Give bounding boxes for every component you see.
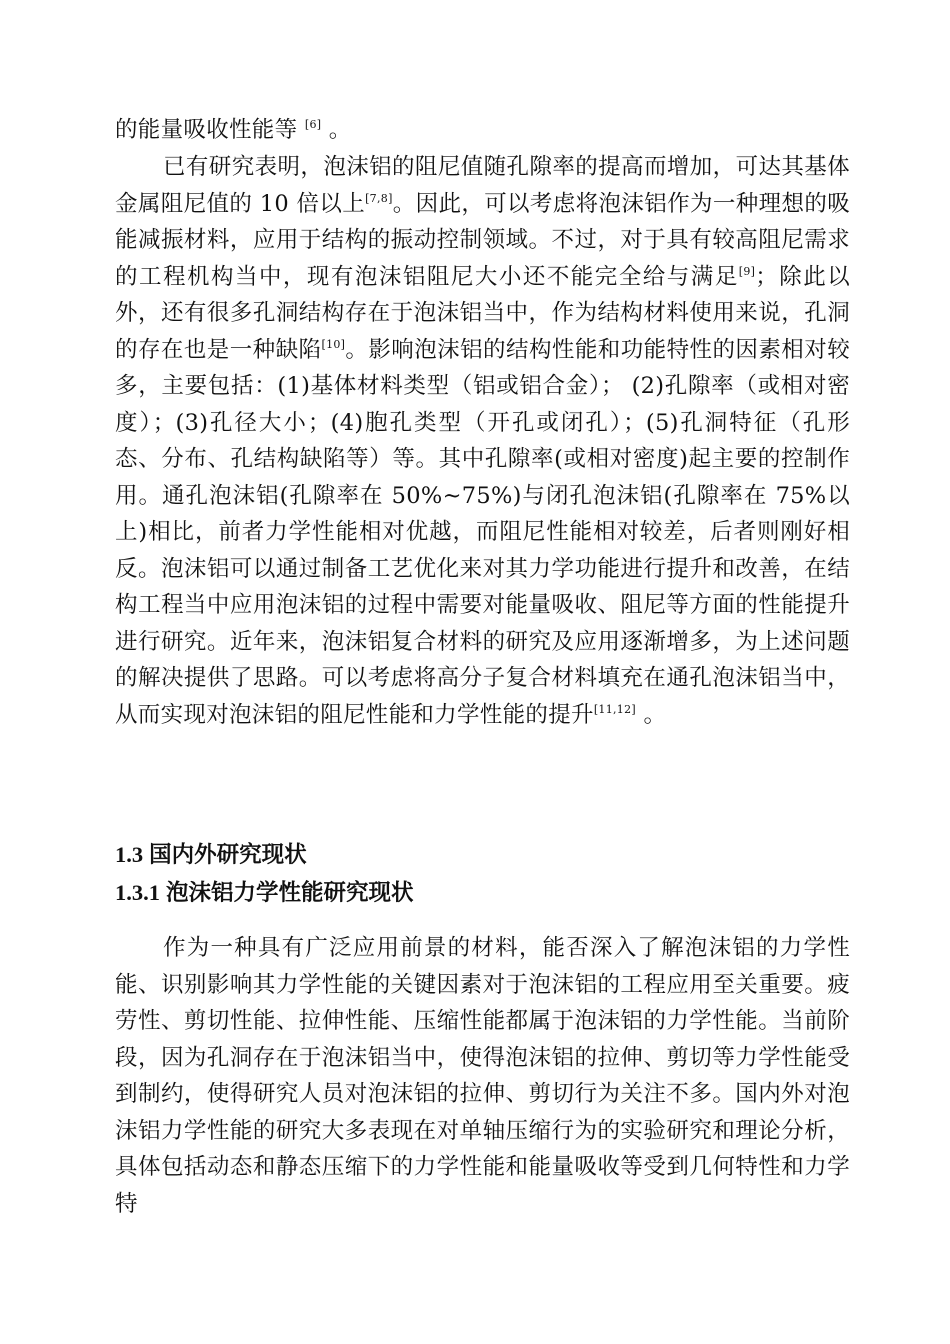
paragraph-continued xyxy=(115,112,850,149)
subsection-number: 1.3.1 xyxy=(115,880,160,905)
paragraph-text: ；除此以外，还有很多孔洞结构存在于泡沫铝当中，作为结构材料使用来说，孔洞的存在也是一种缺陷 xyxy=(115,263,850,363)
paragraph-text: 。影响泡沫铝的结构性能和功能特性的因素相对较多，主要包括：(1)基体材料类型（铝或铝合金）； (2)孔隙率（或相对密度）；(3)孔径大小；(4)胞孔类型（开孔或闭孔）；(5)孔洞特征（孔形态、分布、孔结构缺陷等）等。其中孔隙率(或相对密度)起主要的控制作用。通孔泡沫铝(孔隙率在 50%~75%)与闭孔泡沫铝(孔隙率在 75%以上)相比，前者力学性能相对优越，而阻尼性能相对较差，后者则刚好相反。泡沫铝可以通过制备工艺优化来对其力学功能进行提升和改善，在结构工程当中应用泡沫铝的过程中需要对能量吸收、阻尼等方面的性能提升进行研究。近年来，泡沫铝复合材料的研究及应用逐渐增多，为上述问题的解决提供了思路。可以考虑将高分子复合材料填充在通孔泡沫铝当中，从而实现对泡沫铝的阻尼性能和力学性能的提升 xyxy=(115,336,850,728)
section-heading xyxy=(115,840,307,870)
citation: [11,12] xyxy=(593,702,636,716)
paragraph-text: 的能量吸收性能等 xyxy=(115,117,305,143)
paragraph-text: 。 xyxy=(321,117,352,143)
paragraph-text: 。 xyxy=(636,701,667,728)
subsection-heading xyxy=(115,878,414,908)
section-title: 国内外研究现状 xyxy=(149,842,307,868)
paragraph-text: 已有研究表明，泡沫铝的阻尼值随孔隙率的提高而增加，可达其基体金属阻尼值的 10 倍以上 xyxy=(115,154,850,217)
paragraph-mechanical-properties xyxy=(115,930,850,1222)
section-number: 1.3 xyxy=(115,842,144,867)
citation: [7,8] xyxy=(365,191,393,205)
paragraph-damping xyxy=(115,149,850,733)
citation: [9] xyxy=(738,264,756,278)
citation: [10] xyxy=(321,337,346,351)
citation: [6] xyxy=(304,118,322,131)
paragraph-text: 作为一种具有广泛应用前景的材料，能否深入了解泡沫铝的力学性能、识别影响其力学性能的关键因素对于泡沫铝的工程应用至关重要。疲劳性、剪切性能、拉伸性能、压缩性能都属于泡沫铝的力学性能。当前阶段，因为孔洞存在于泡沫铝当中，使得泡沫铝的拉伸、剪切等力学性能受到制约，使得研究人员对泡沫铝的拉伸、剪切行为关注不多。国内外对泡沫铝力学性能的研究大多表现在对单轴压缩行为的实验研究和理论分析，具体包括动态和静态压缩下的力学性能和能量吸收等受到几何特性和力学特 xyxy=(115,935,850,1217)
subsection-title: 泡沫铝力学性能研究现状 xyxy=(166,880,414,906)
paragraph-text: 。因此，可以考虑将泡沫铝作为一种理想的吸能减振材料，应用于结构的振动控制领域。不过，对于具有较高阻尼需求的工程机构当中，现有泡沫铝阻尼大小还不能完全给与满足 xyxy=(115,190,850,290)
